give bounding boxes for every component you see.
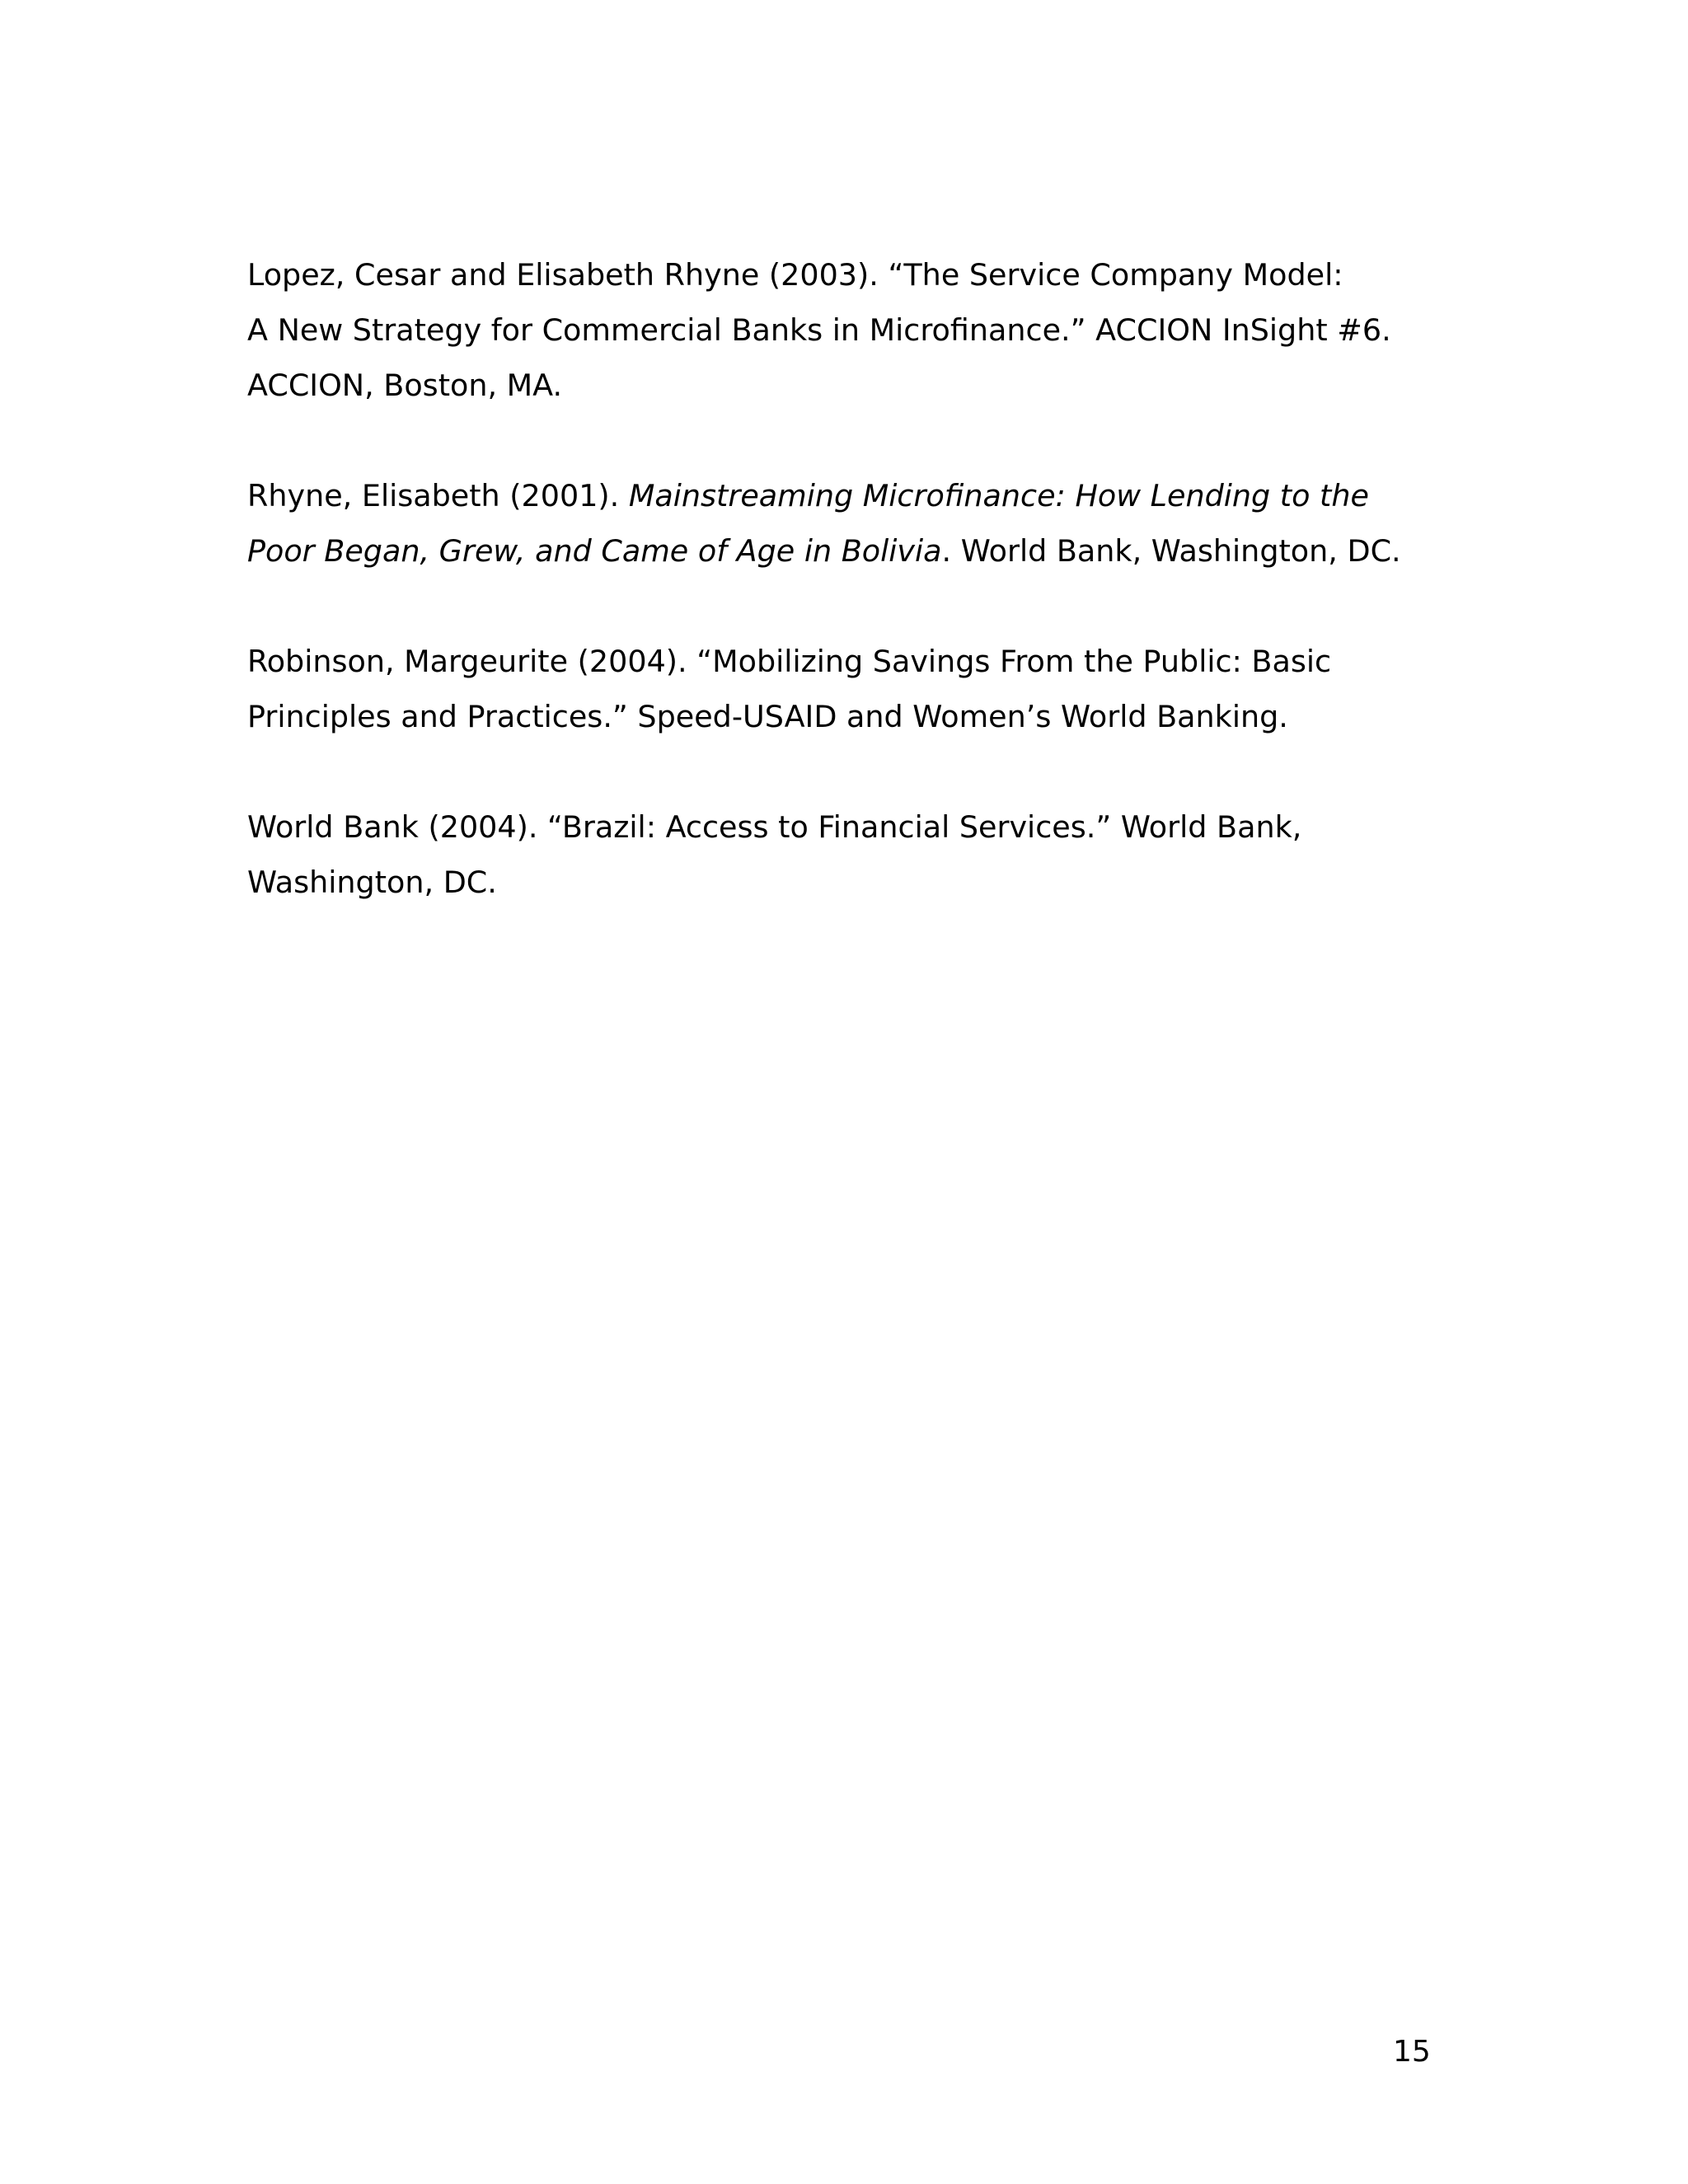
reference-line	[247, 523, 1484, 579]
reference-line: Robinson, Margeurite (2004). “Mobilizing Savings From the Public: Basic	[247, 644, 1332, 679]
reference-rhyne-2001	[247, 468, 1484, 579]
reference-line: World Bank (2004). “Brazil: Access to Financial Services.” World Bank,	[247, 809, 1302, 845]
reference-line: Washington, DC.	[247, 865, 497, 900]
reference-line: ACCION, Boston, MA.	[247, 368, 563, 403]
reference-line: A New Strategy for Commercial Banks in Microfinance.” ACCION InSight #6.	[247, 312, 1391, 348]
reference-line: Principles and Practices.” Speed-USAID and Women’s World Banking.	[247, 699, 1288, 734]
reference-publisher: . World Bank, Washington, DC.	[941, 533, 1401, 569]
reference-world-bank-2004	[247, 799, 1484, 910]
reference-line: Lopez, Cesar and Elisabeth Rhyne (2003). “The Service Company Model:	[247, 257, 1343, 293]
reference-list	[247, 247, 1484, 965]
reference-book-title: Mainstreaming Microfinance: How Lending to the	[628, 478, 1369, 513]
reference-robinson-2004	[247, 634, 1484, 744]
reference-book-title-continued: Poor Began, Grew, and Came of Age in Bolivia	[247, 533, 942, 569]
page-number: 15	[1393, 2035, 1431, 2069]
reference-line	[247, 468, 1484, 523]
reference-author-year: Rhyne, Elisabeth (2001).	[247, 478, 629, 513]
reference-lopez-rhyne-2003	[247, 247, 1484, 413]
